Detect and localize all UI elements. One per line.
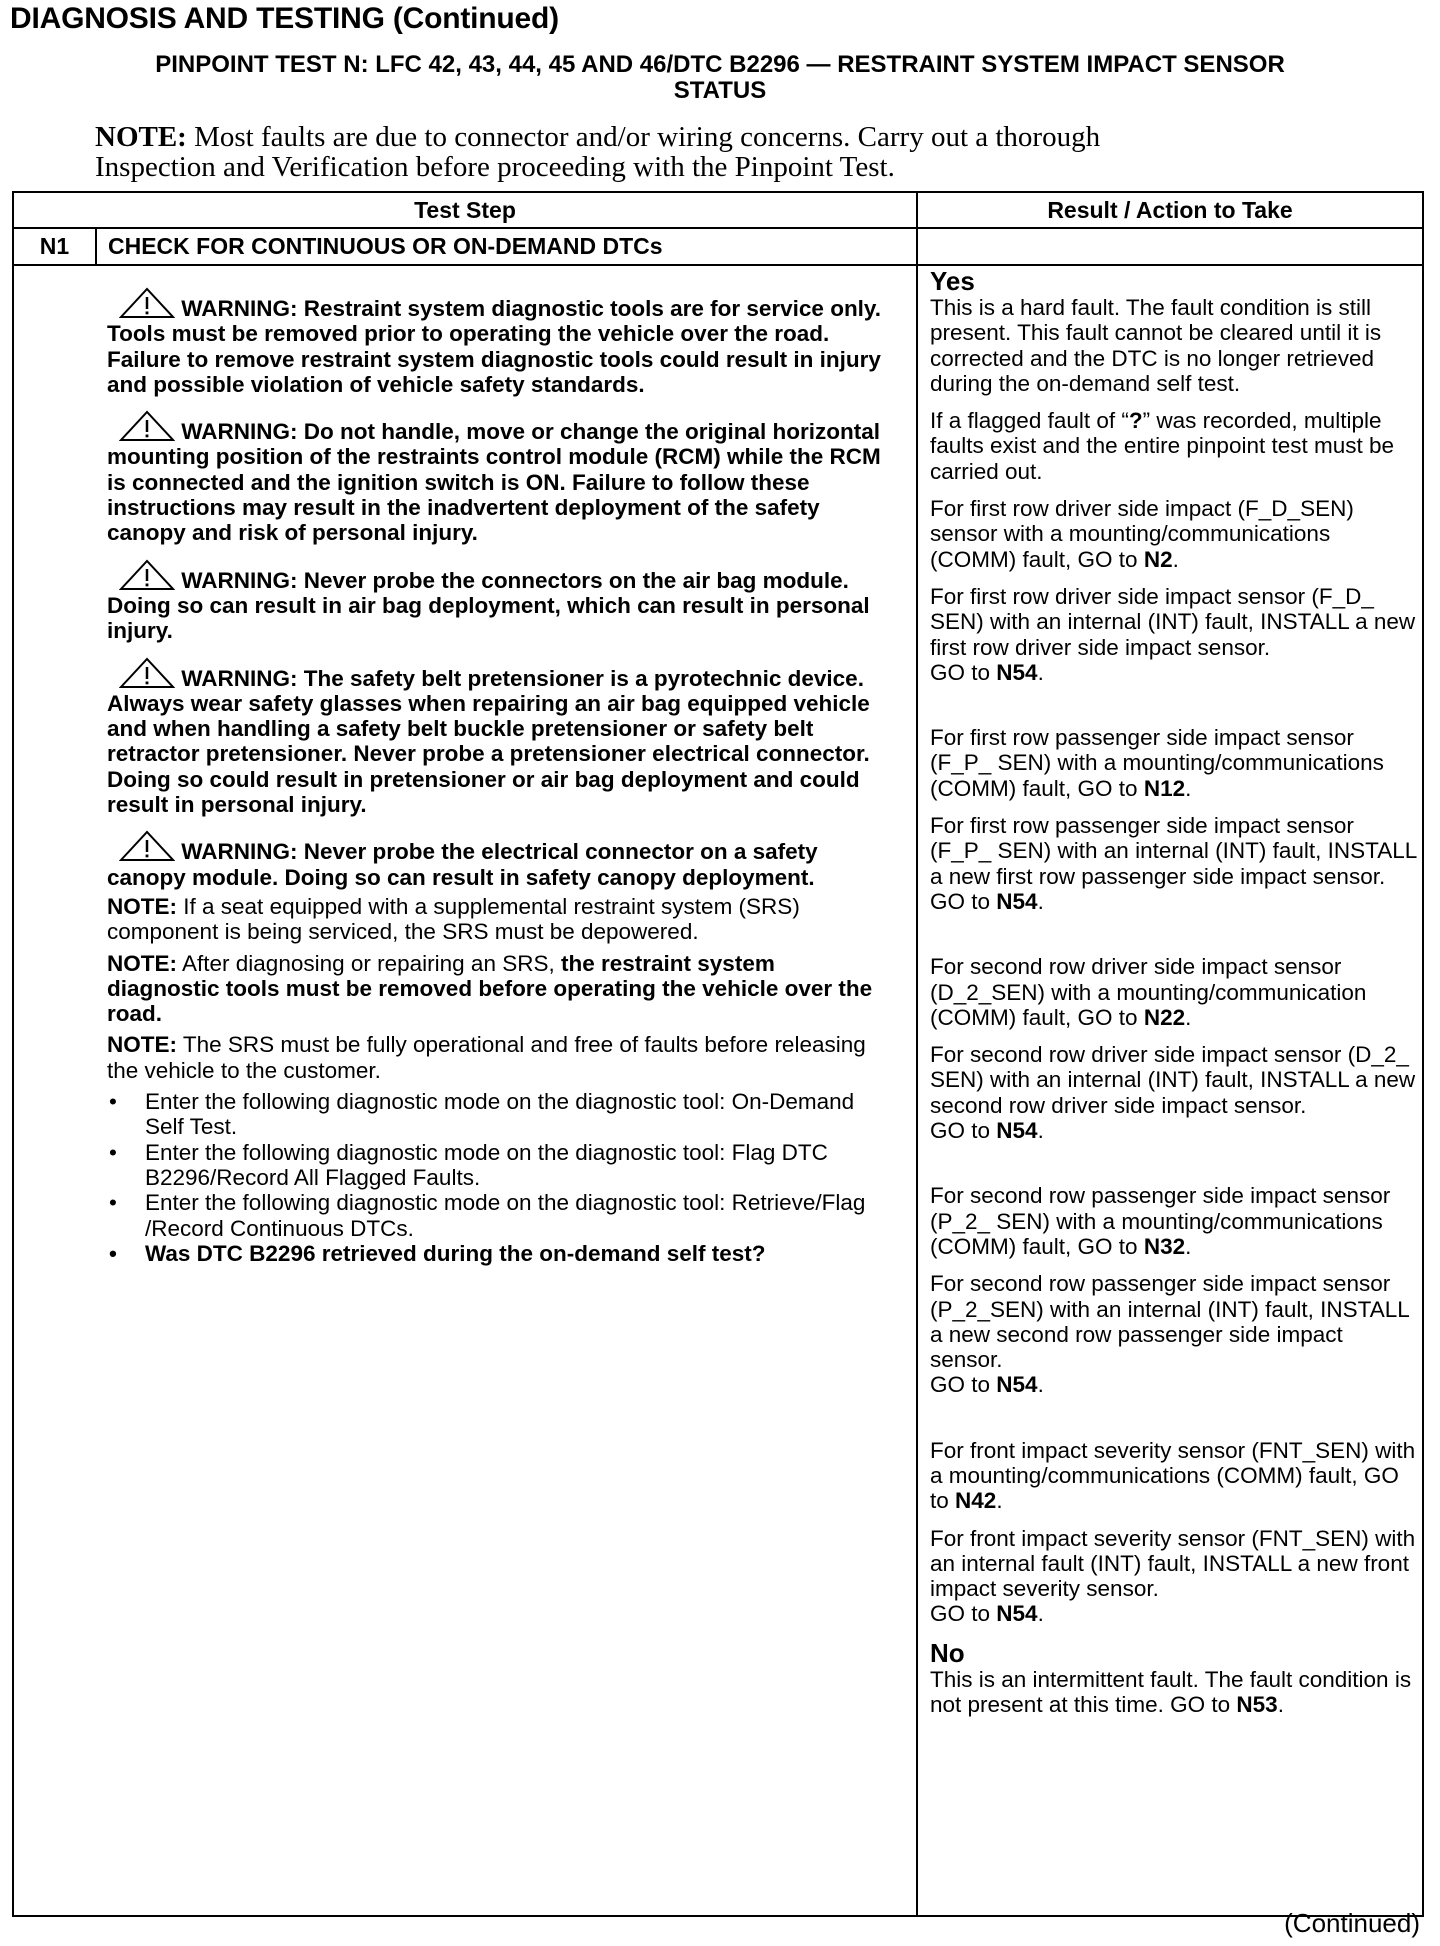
flag-question-mark: ? <box>1128 408 1143 434</box>
go-to-step-link[interactable]: N32 <box>1143 1233 1186 1259</box>
result-item-3: For first row passenger side impact sensor (F_P_ SEN) with a mounting/communications (COMM) fault, GO to N12. <box>930 725 1384 801</box>
go-to-label: GO to <box>1077 1233 1138 1259</box>
step-title: CHECK FOR CONTINUOUS OR ON-DEMAND DTCs <box>108 233 663 259</box>
result-item-1: For first row driver side impact (F_D_SEN) sensor with a mounting/communications (COMM) fault, GO to N2. <box>930 496 1354 572</box>
result-item-4: For first row passenger side impact sensor (F_P_ SEN) with an internal (INT) fault, INSTALL a new first row passenger side impact sensor. GO to N54. <box>930 813 1417 914</box>
go-to-label: GO to <box>1077 1004 1138 1030</box>
table-bottom-border <box>12 1915 1424 1917</box>
col-header-result: Result / Action to Take <box>1047 197 1293 223</box>
warning-1-text: WARNING: Restraint system diagnostic tools are for service only. Tools must be removed prior to operating the vehicle over the road. Failure to remove restraint system diagnostic tools could result in injury and possible violation of vehicle safety standards. <box>107 296 882 397</box>
yes-text: This is a hard fault. The fault condition is still present. This fault cannot be cleared until it is corrected and the DTC is no longer retrieved during the on-demand self test. <box>930 295 1382 396</box>
note-1 <box>107 894 887 945</box>
step-id-divider <box>95 227 97 266</box>
pinpoint-title-line1: PINPOINT TEST N: LFC 42, 43, 44, 45 AND 46/DTC B2296 — RESTRAINT SYSTEM IMPACT SENSOR <box>155 51 1285 78</box>
warning-1 <box>107 287 887 397</box>
note-3-text: The SRS must be fully operational and free of faults before releasing the vehicle to the customer. <box>107 1032 866 1083</box>
result-item-text: For first row passenger side impact sensor (F_P_ SEN) with a mounting/communications (COMM) fault, <box>930 725 1384 801</box>
result-item-text: For front impact severity sensor (FNT_SEN) with an internal fault (INT) fault, INSTALL a new front impact severity sensor. <box>930 1525 1416 1602</box>
go-to-label: GO to <box>1077 775 1138 801</box>
go-to-step-link[interactable]: N53 <box>1236 1692 1278 1718</box>
warning-3 <box>107 559 887 644</box>
note-2-bold-text: the restraint system diagnostic tools must be removed before operating the vehicle over the road. <box>107 950 873 1027</box>
intro-note-label: NOTE: <box>95 121 187 153</box>
procedure-question: • Was DTC B2296 retrieved during the on-demand self test? <box>107 1241 887 1266</box>
go-to-label: GO to <box>930 1118 991 1144</box>
warning-triangle-icon <box>119 559 175 591</box>
go-to-step-link[interactable]: N54 <box>996 659 1038 685</box>
result-item-text: For first row passenger side impact sensor (F_P_ SEN) with an internal (INT) fault, INSTALL a new first row passenger side impact sensor. <box>930 813 1417 889</box>
warning-2-text: WARNING: Do not handle, move or change the original horizontal mounting position of the restraints control module (RCM) while the RCM is connected and the ignition switch is ON. Failure to follow these instructions may result in the inadvertent deployment of the safety canopy and risk of personal injury. <box>107 419 881 546</box>
note-label: NOTE: <box>107 893 177 919</box>
result-item-8: For second row passenger side impact sensor (P_2_SEN) with an internal (INT) fault, INSTALL a new second row passenger side impact sensor. GO to N54. <box>930 1271 1409 1398</box>
note-2-text: After diagnosing or repairing an SRS, <box>182 950 555 976</box>
result-item-9: For front impact severity sensor (FNT_SEN) with a mounting/communications (COMM) fault, GO to N42. <box>930 1437 1416 1514</box>
go-to-label: GO to <box>930 1601 991 1627</box>
warning-triangle-icon <box>119 657 175 689</box>
go-to-label: GO to <box>930 1372 991 1398</box>
continued-label: (Continued) <box>1284 1908 1420 1938</box>
note-2 <box>107 951 887 1027</box>
warning-5 <box>107 830 887 890</box>
warning-2 <box>107 410 887 545</box>
warning-5-text: WARNING: Never probe the electrical connector on a safety canopy module. Doing so can result in safety canopy deployment. <box>107 839 818 890</box>
intro-note <box>95 122 1295 182</box>
note-label: NOTE: <box>107 950 177 976</box>
warning-triangle-icon <box>119 410 175 442</box>
warning-triangle-icon <box>119 830 175 862</box>
go-to-step-link[interactable]: N22 <box>1143 1004 1186 1030</box>
table-right-border <box>1422 191 1424 1917</box>
result-item-7: For second row passenger side impact sensor (P_2_ SEN) with a mounting/communications (COMM) fault, GO to N32. <box>930 1183 1391 1259</box>
result-item-text: For second row driver side impact sensor (D_2_SEN) with a mounting/communication (COMM) fault, <box>930 954 1367 1030</box>
go-to-step-link[interactable]: N42 <box>955 1488 997 1514</box>
result-item-6: For second row driver side impact sensor (D_2_ SEN) with an internal (INT) fault, INSTALL a new second row driver side impact sensor. GO to N54. <box>930 1042 1416 1144</box>
go-to-label: GO to <box>930 659 991 685</box>
no-text-body: This is an intermittent fault. The fault condition is not present at this time. GO to <box>930 1666 1412 1718</box>
pinpoint-test-title <box>20 52 1420 104</box>
page-header: DIAGNOSIS AND TESTING (Continued) <box>10 2 559 35</box>
go-to-step-link[interactable]: N54 <box>996 1118 1038 1144</box>
go-to-label: GO to <box>1077 546 1138 572</box>
test-step-body <box>107 287 887 1266</box>
note-3 <box>107 1032 887 1083</box>
go-to-step-link[interactable]: N2 <box>1143 546 1173 572</box>
step-id: N1 <box>39 233 70 259</box>
intro-note-line2: Inspection and Verification before proceeding with the Pinpoint Test. <box>95 151 895 183</box>
pinpoint-title-line2: STATUS <box>673 77 767 104</box>
go-to-step-link[interactable]: N54 <box>996 1601 1038 1627</box>
result-item-text: For second row passenger side impact sensor (P_2_ SEN) with a mounting/communications (COMM) fault, <box>930 1183 1391 1259</box>
result-item-text: For second row driver side impact sensor (D_2_ SEN) with an internal (INT) fault, INSTALL a new second row driver side impact sensor. <box>930 1042 1416 1118</box>
procedure-step: • Enter the following diagnostic mode on the diagnostic tool: Retrieve/Flag /Record Continuous DTCs. <box>107 1190 887 1241</box>
table-step-divider <box>12 264 918 266</box>
note-label: NOTE: <box>107 1032 177 1058</box>
result-item-2: For first row driver side impact sensor (F_D_ SEN) with an internal (INT) fault, INSTALL a new first row driver side impact sensor. GO to N54. <box>930 583 1416 685</box>
warning-4 <box>107 657 887 818</box>
flag-text-post: ” was recorded, multiple faults exist and the entire pinpoint test must be carried out. <box>930 408 1395 484</box>
go-to-label: GO to <box>930 1462 1399 1514</box>
procedure-step: • Enter the following diagnostic mode on the diagnostic tool: Flag DTC B2296/Record All Flagged Faults. <box>107 1140 887 1191</box>
procedure-step: • Enter the following diagnostic mode on the diagnostic tool: On-Demand Self Test. <box>107 1089 887 1140</box>
flag-text-pre: If a flagged fault of “ <box>930 408 1129 434</box>
warning-triangle-icon <box>119 287 175 319</box>
note-1-text: If a seat equipped with a supplemental restraint system (SRS) component is being serviced, the SRS must be depowered. <box>107 893 800 945</box>
result-item-5: For second row driver side impact sensor (D_2_SEN) with a mounting/communication (COMM) fault, GO to N22. <box>930 954 1367 1030</box>
warning-3-text: WARNING: Never probe the connectors on the air bag module. Doing so can result in air bag deployment, which can result in personal injury. <box>107 567 870 644</box>
go-to-step-link[interactable]: N54 <box>996 888 1038 914</box>
yes-label: Yes <box>930 266 975 296</box>
go-to-label: GO to <box>930 888 991 914</box>
table-header-divider <box>12 227 1424 229</box>
result-item-10: For front impact severity sensor (FNT_SEN) with an internal fault (INT) fault, INSTALL a new front impact severity sensor. GO to N54. <box>930 1525 1416 1627</box>
result-item-text: For first row driver side impact (F_D_SEN) sensor with a mounting/communications (COMM) fault, <box>930 496 1354 572</box>
result-action-body <box>930 267 1418 1729</box>
go-to-step-link[interactable]: N12 <box>1143 775 1186 801</box>
table-left-border <box>12 191 14 1917</box>
result-item-text: For front impact severity sensor (FNT_SEN) with a mounting/communications (COMM) fault, <box>930 1437 1416 1488</box>
result-item-text: For first row driver side impact sensor (F_D_ SEN) with an internal (INT) fault, INSTALL a new first row driver side impact sensor. <box>930 583 1416 660</box>
warning-4-text: WARNING: The safety belt pretensioner is a pyrotechnic device. Always wear safety glasses when repairing an air bag equipped vehicle and when handling a safety belt buckle pretensioner or safety belt retractor pretensioner. Never probe a pretensioner electrical connector. Doing so could result in pretensioner or air bag deployment and could result in personal injury. <box>107 665 870 818</box>
col-header-test-step: Test Step <box>414 197 516 223</box>
result-top-border <box>916 264 1424 266</box>
procedure-steps <box>107 1089 887 1266</box>
result-item-text: For second row passenger side impact sensor (P_2_SEN) with an internal (INT) fault, INSTALL a new second row passenger side impact sensor. <box>930 1271 1409 1373</box>
no-label: No <box>930 1637 965 1668</box>
flagged-fault-text <box>930 408 1418 484</box>
table-top-border <box>12 191 1424 193</box>
intro-note-line1: Most faults are due to connector and/or wiring concerns. Carry out a thorough <box>194 121 1101 153</box>
go-to-step-link[interactable]: N54 <box>996 1372 1038 1398</box>
no-text: This is an intermittent fault. The fault condition is not present at this time. GO to N53. <box>930 1666 1412 1718</box>
table-column-divider <box>916 191 918 1917</box>
